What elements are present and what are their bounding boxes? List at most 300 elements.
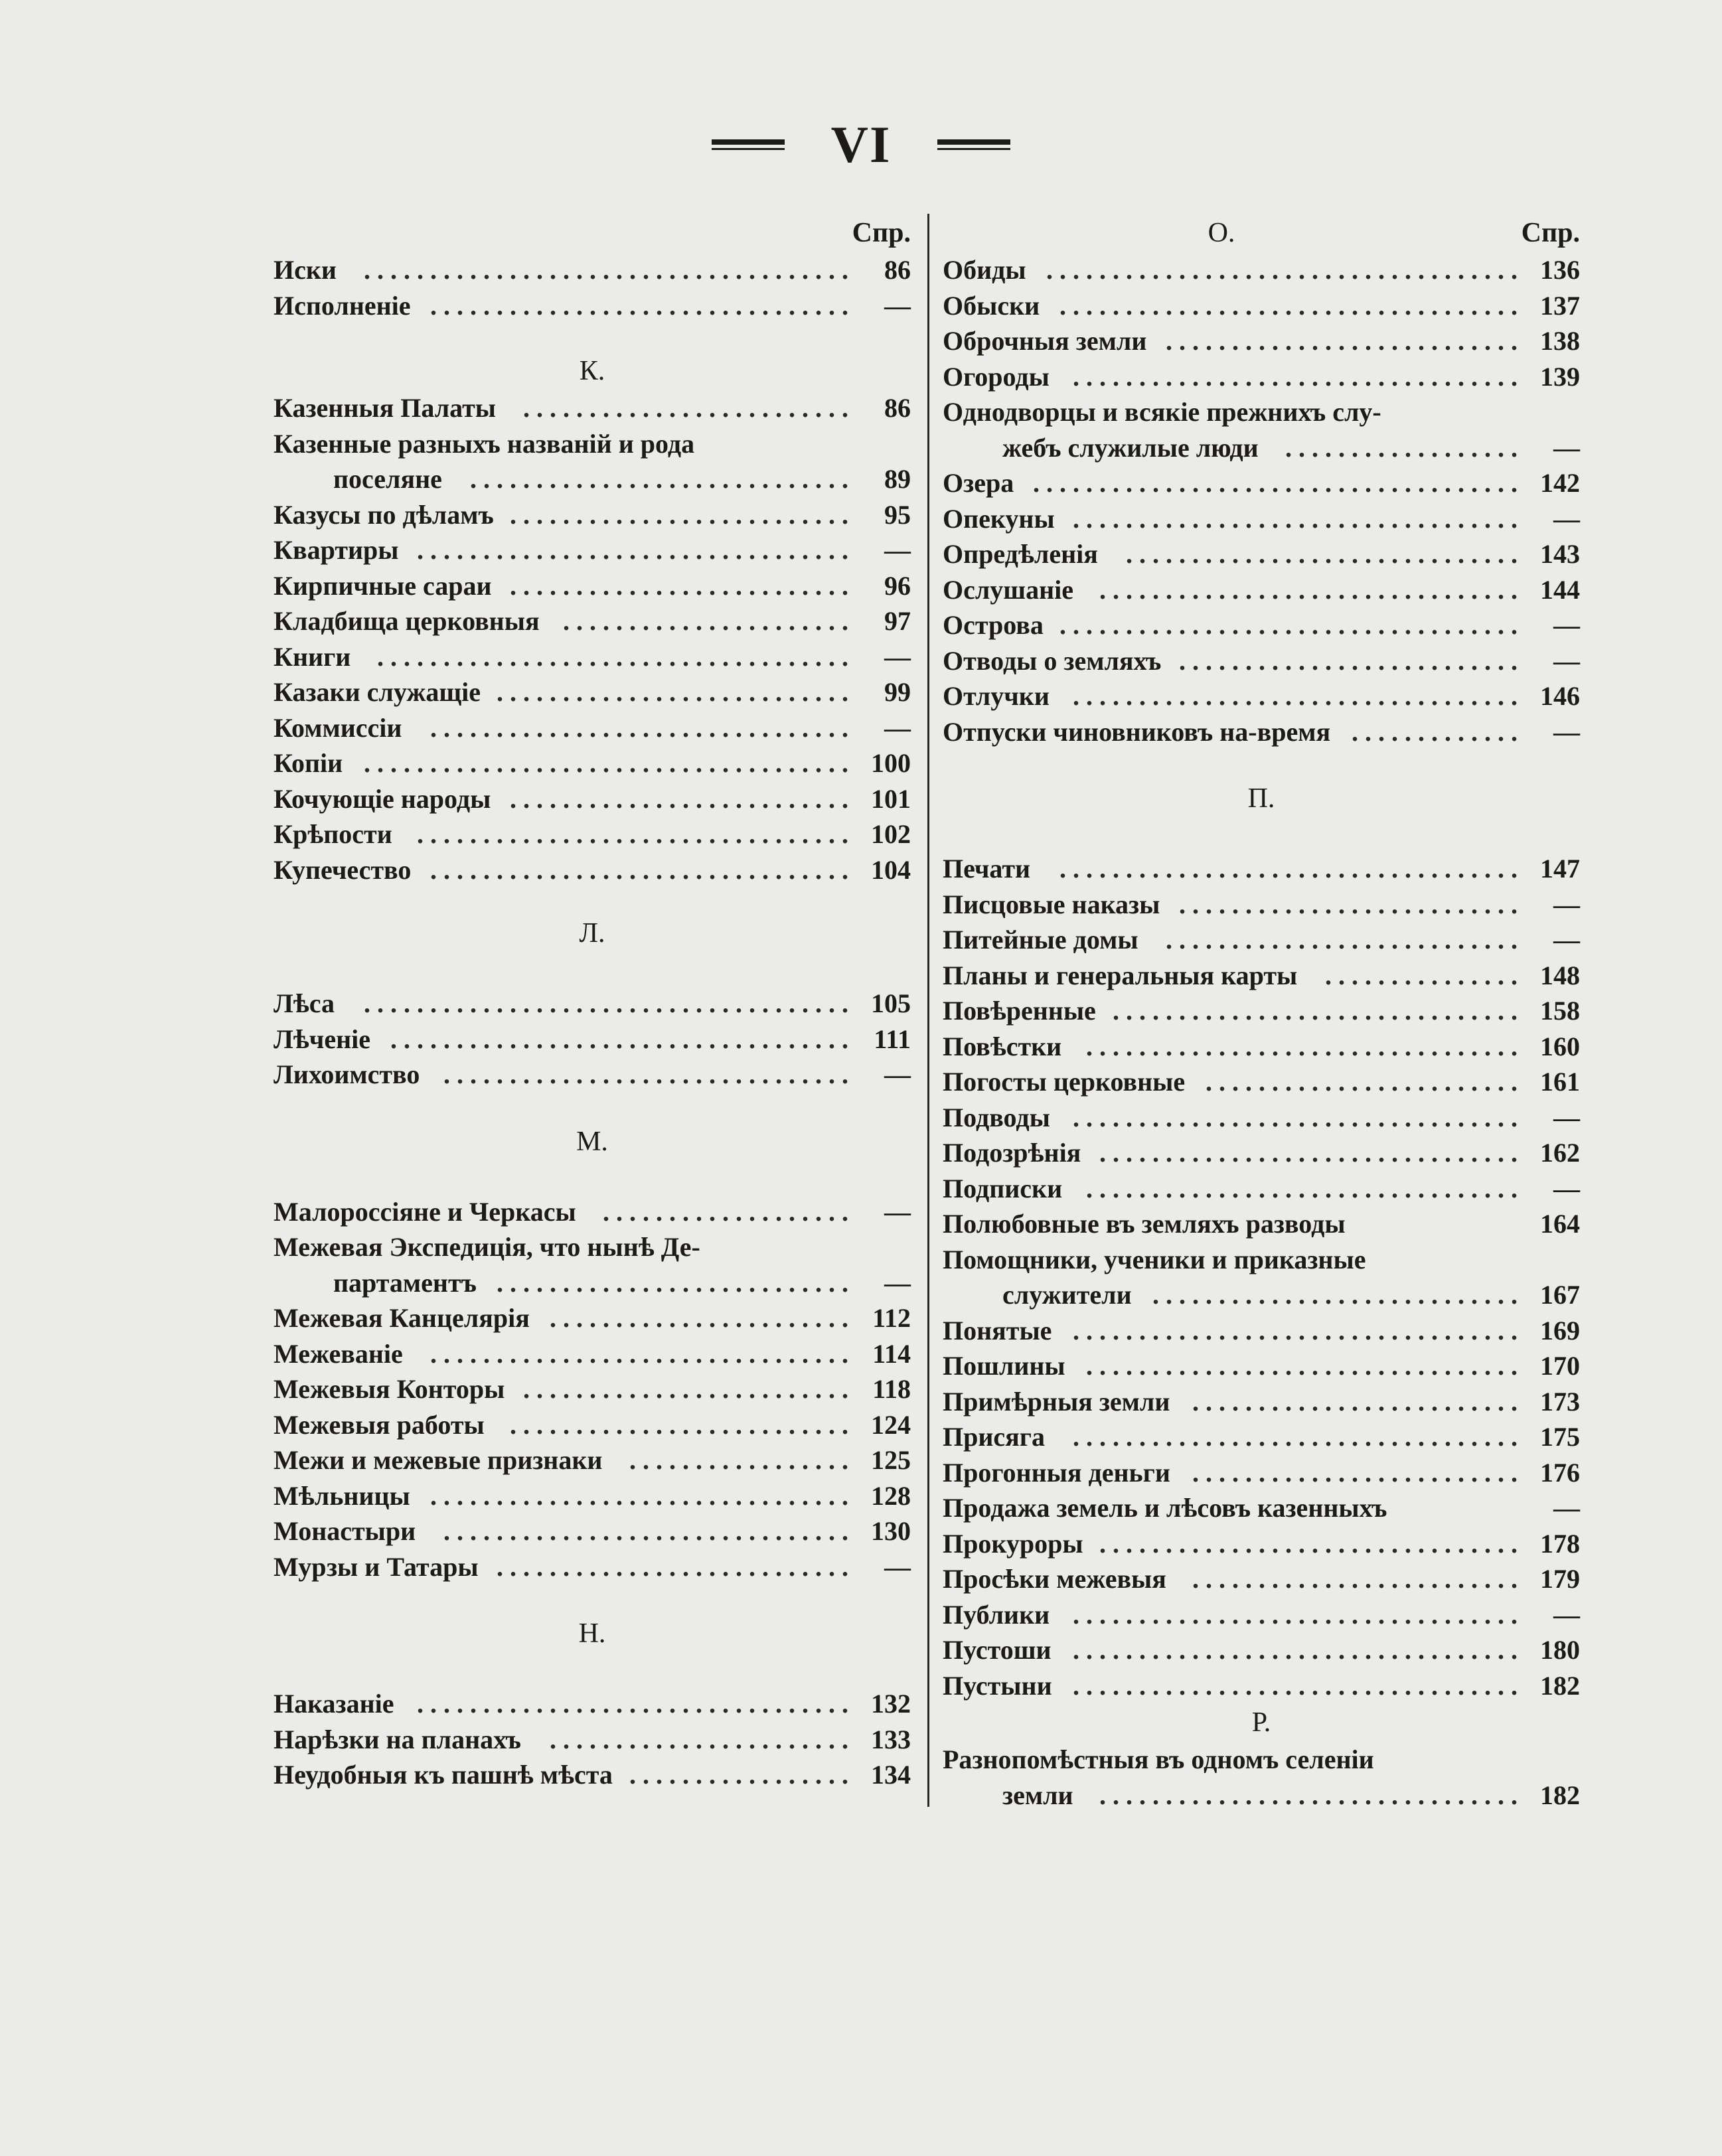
- entry-title: Прокуроры: [943, 1528, 1083, 1559]
- entry-title: Повѣстки: [943, 1031, 1062, 1061]
- entry-page: —: [1553, 1493, 1580, 1523]
- index-entry: [943, 1206, 1580, 1242]
- entry-title: Иски: [274, 255, 337, 285]
- dot-leader: . . . . . . . . . . . . . . . . . . . . . . . . . . . . . . . .: [430, 712, 848, 743]
- page-column-label: Спр.: [1521, 218, 1580, 248]
- dot-leader: . . . . . . . . . . . . . . . . . . . . . . . . . . . . . . . .: [1099, 1780, 1518, 1810]
- entry-page: —: [884, 535, 911, 565]
- entry-page: 182: [1540, 1670, 1580, 1701]
- dot-leader: . . . . . . . . . . . . . . . . . . . . . . . . . . . . . . . . . .: [1073, 1670, 1518, 1701]
- entry-title: Опредѣленія: [943, 539, 1098, 569]
- entry-page: 130: [871, 1516, 911, 1546]
- index-entry: [943, 1490, 1580, 1526]
- dot-leader: . . . . . . . . . . . . . . . . . . . . . . . . .: [523, 1374, 848, 1404]
- entry-title: Межеваніе: [274, 1338, 403, 1369]
- dot-leader: . . . . . . . . . . . . . . . . . . . . . . . . . . . . . . . . . .: [1073, 681, 1518, 711]
- entry-page: —: [1553, 889, 1580, 919]
- right-column: [943, 214, 1580, 1813]
- spacer: [274, 1093, 911, 1122]
- entry-title: Мурзы и Татары: [274, 1551, 479, 1582]
- dot-leader: . . . . . . . . . . . . . . . . . . . . . . . . . . . . . . . . .: [1086, 1351, 1518, 1381]
- dot-leader: . . . . . . . . . . . . . . . . . . . . . . . . . . . . . . . . . .: [1073, 1102, 1518, 1132]
- entry-title: Мѣльницы: [274, 1480, 410, 1511]
- column-divider: [927, 214, 929, 1807]
- index-entry: [274, 1686, 911, 1722]
- index-entry: [943, 1742, 1580, 1778]
- dot-leader: . . . . . . . . . . . . . . . . . . . . . . . . . . . . . . .: [443, 1516, 848, 1546]
- page-number: VI: [830, 116, 892, 174]
- entry-page: —: [884, 1196, 911, 1227]
- entry-title: Отводы о земляхъ: [943, 645, 1162, 676]
- entry-page: 104: [871, 854, 911, 885]
- entry-page: 142: [1540, 468, 1580, 498]
- dot-leader: . . . . . . . . . . . . . . . . . . . . . . . . . .: [1179, 645, 1518, 676]
- index-entry: [943, 607, 1580, 643]
- index-entry: [274, 252, 911, 288]
- entry-title: Повѣренные: [943, 996, 1096, 1026]
- dot-leader: . . . . . . . . . . . . . . . . . . . . . . . . . . . . . . .: [443, 1059, 848, 1089]
- index-entry: [943, 714, 1580, 750]
- index-entry: [943, 1029, 1580, 1065]
- index-entry: [943, 1313, 1580, 1349]
- spacer: [274, 887, 911, 914]
- entry-page: 114: [872, 1338, 911, 1369]
- dot-leader: . . . . . . . . . . . . . . . . . . . . . . . . . .: [510, 1409, 848, 1440]
- dot-leader: . . . . . . . . . . . . . . . . . . . . . . . . . . . . . . . . . . .: [1059, 610, 1518, 640]
- entry-title: Исполненіе: [274, 290, 411, 321]
- index-entry: [943, 1561, 1580, 1597]
- entry-page: 143: [1540, 539, 1580, 569]
- index-entry: [274, 816, 911, 852]
- entry-page: 112: [872, 1303, 911, 1333]
- entry-title: Обиды: [943, 255, 1026, 285]
- dot-leader: . . . . . . . . . . . . . . . . . . . . . . . . . . . . .: [470, 464, 848, 494]
- dot-leader: . . . . . . . . . . . . . . . . . . . . . . . . . . . . . . . . .: [417, 819, 848, 849]
- entry-title: Малороссіяне и Черкасы: [274, 1196, 576, 1227]
- entry-title: Монастыри: [274, 1516, 416, 1546]
- entry-title: Подводы: [943, 1102, 1050, 1132]
- index-entry: [274, 1513, 911, 1549]
- index-entry: [943, 288, 1580, 324]
- index-entry: [943, 1171, 1580, 1207]
- entry-title: Однодворцы и всякіе прежнихъ слу-: [943, 397, 1381, 427]
- index-entry: [274, 1300, 911, 1336]
- dot-leader: . . . . . . . . . . . . . . . . . .: [1285, 432, 1518, 463]
- dot-leader: . . . . . . . . . . . . . . .: [1325, 960, 1518, 990]
- entry-title: Лѣченіе: [274, 1024, 371, 1054]
- entry-page: 111: [874, 1024, 911, 1054]
- index-entry: [274, 461, 911, 497]
- dot-leader: . . . . . . . . . . . . . . . . . . . . . . . . .: [1192, 1386, 1518, 1417]
- index-entry: [943, 887, 1580, 923]
- entry-page: 125: [871, 1445, 911, 1475]
- entry-title: Полюбовные въ земляхъ разводы: [943, 1209, 1346, 1239]
- entry-page: 132: [871, 1689, 911, 1719]
- index-entry: [943, 1277, 1580, 1313]
- index-entry: [274, 1229, 911, 1265]
- dot-leader: . . . . . . . . . . . . . . . . . . . . . . . . . . . . . . . .: [430, 290, 848, 321]
- entry-title: земли: [1002, 1780, 1073, 1810]
- dot-leader: . . . . . . . . . . . . . . . . . . . . . . . . . .: [510, 570, 848, 601]
- entry-title: Кирпичные сараи: [274, 570, 492, 601]
- dot-leader: . . . . . . . . . . . . . . . . . . . . . . .: [550, 1303, 848, 1333]
- page-column-label: Спр.: [852, 218, 911, 248]
- entry-title: Планы и генеральныя карты: [943, 960, 1298, 990]
- dot-leader: . . . . . . . . . . . . . . . . . . . . . . . . . . . . . . .: [1113, 996, 1518, 1026]
- entry-page: 96: [884, 570, 911, 601]
- entry-title: Острова: [943, 610, 1044, 640]
- index-entry: [274, 603, 911, 639]
- entry-page: 89: [884, 464, 911, 494]
- dot-leader: . . . . . . . . . . . . . . . . . . .: [603, 1196, 848, 1227]
- entry-page: —: [1553, 1599, 1580, 1630]
- index-entry: [943, 1135, 1580, 1171]
- entry-title: Крѣпости: [274, 819, 392, 849]
- entry-page: 97: [884, 606, 911, 636]
- dot-leader: . . . . . . . . . . . . . . . . . . . . . . . . .: [1192, 1564, 1518, 1594]
- index-entry: [943, 1384, 1580, 1420]
- entry-page: 176: [1540, 1457, 1580, 1488]
- dot-leader: . . . . . . . . . . . . . . . . . . . . . . . . . . .: [497, 1267, 848, 1298]
- entry-page: 133: [871, 1724, 911, 1754]
- entry-title: Кочующіе народы: [274, 783, 491, 814]
- entry-page: 164: [1540, 1209, 1580, 1239]
- index-entry: [274, 852, 911, 888]
- entry-page: 136: [1540, 255, 1580, 285]
- entry-title: Оброчныя земли: [943, 326, 1147, 356]
- index-entry: [943, 252, 1580, 288]
- entry-title: Просѣки межевыя: [943, 1564, 1166, 1594]
- entry-page: —: [1553, 1102, 1580, 1132]
- entry-page: 162: [1540, 1138, 1580, 1168]
- index-entry: [943, 1064, 1580, 1100]
- dot-leader: . . . . . . . . . . . . . . . . . . . . . . . . . . . . . . . . . . . . .: [1033, 468, 1518, 498]
- entry-title: Нарѣзки на планахъ: [274, 1724, 521, 1754]
- entry-page: 147: [1540, 854, 1580, 884]
- dot-leader: . . . . . . . . . . . . . . . . . . . . . . . . . . . . . . . . . .: [1073, 361, 1518, 392]
- dot-leader: . . . . . . . . . . . . . . . . . . . . . . . . . . . . . . . .: [1099, 574, 1518, 605]
- dot-leader: . . . . . . . . . . . . . . . . . . . . . .: [563, 606, 848, 636]
- index-entry: [943, 1455, 1580, 1491]
- entry-page: 167: [1540, 1280, 1580, 1310]
- entry-page: 101: [871, 783, 911, 814]
- entry-title: Помощники, ученики и приказные: [943, 1244, 1366, 1274]
- entry-page: 137: [1540, 290, 1580, 321]
- section-letter: К.: [579, 356, 605, 386]
- dot-leader: . . . . . . . . . . . . . . . . . . . . . . . . . . . . . . . .: [430, 854, 848, 885]
- index-entry: [274, 426, 911, 462]
- section-letter: Н.: [578, 1618, 606, 1649]
- index-entry: [274, 986, 911, 1022]
- section-letter: М.: [576, 1126, 608, 1157]
- entry-page: 179: [1540, 1564, 1580, 1594]
- entry-title: Подозрѣнія: [943, 1138, 1081, 1168]
- entry-page: 178: [1540, 1528, 1580, 1559]
- section-header-row: [943, 214, 1580, 252]
- page-header: [0, 112, 1722, 178]
- entry-title: поселяне: [333, 464, 442, 494]
- left-column: [274, 214, 911, 1793]
- dot-leader: . . . . . . . . . . . . . . . . . . . . . . . . . . . . . . . . . . . .: [1046, 255, 1518, 285]
- index-entry: [943, 323, 1580, 359]
- dot-leader: . . . . . . . . . . . . . . . . . . . . . . . . . . . . . .: [1126, 539, 1518, 569]
- entry-title: Отпуски чиновниковъ на-время: [943, 716, 1331, 747]
- index-entry: [274, 781, 911, 817]
- dot-leader: . . . . . . . . . . . . . . . . . . . . . . . . . . . . . . . . . .: [1073, 1315, 1518, 1346]
- entry-title: Пустоши: [943, 1635, 1052, 1665]
- index-entry: [943, 1242, 1580, 1278]
- entry-title: Понятые: [943, 1315, 1052, 1346]
- index-entry: [943, 572, 1580, 608]
- entry-title: Погосты церковные: [943, 1067, 1186, 1097]
- index-entry: [943, 643, 1580, 679]
- entry-title: Кладбища церковныя: [274, 606, 540, 636]
- dot-leader: . . . . . . . . . . . . . . . . . . . . . . . . . . . . . . . . . . . . .: [364, 255, 848, 285]
- entry-page: —: [1553, 1173, 1580, 1203]
- entry-title: Неудобныя къ пашнѣ мѣста: [274, 1760, 613, 1790]
- spacer: [274, 953, 911, 986]
- entry-title: служители: [1002, 1280, 1132, 1310]
- dot-leader: . . . . . . . . . . . . . . . . . . . . . . . . . . . . . . . . . .: [1073, 503, 1518, 534]
- dot-leader: . . . . . . . . . . . . . . . . . . . . . . . . . . .: [1166, 326, 1518, 356]
- section-letter: Р.: [1251, 1707, 1271, 1738]
- index-entry: [943, 958, 1580, 994]
- entry-page: 175: [1540, 1422, 1580, 1452]
- dot-leader: . . . . . . . . . . . . . . . . . . . . . . .: [550, 1724, 848, 1754]
- dot-leader: . . . . . . . . . . . . . . . . . . . . . . . . . .: [510, 499, 848, 530]
- entry-title: жебъ служилые люди: [1002, 432, 1259, 463]
- entry-page: 86: [884, 255, 911, 285]
- dot-leader: . . . . . . . . . . . . . . . . . . . . . . . . . . . . . . . .: [1099, 1138, 1518, 1168]
- entry-title: Межевая Экспедиція, что нынѣ Де-: [274, 1232, 700, 1262]
- entry-page: —: [884, 1267, 911, 1298]
- dot-leader: . . . . . . . . . . . . . . . . . . . . . . . . . . . . . . . . .: [1086, 1173, 1518, 1203]
- index-entry: [943, 993, 1580, 1029]
- entry-page: 100: [871, 748, 911, 778]
- dot-leader: . . . . . . . . . . . . . . . . . . . . . . . . . .: [510, 783, 848, 814]
- entry-page: 134: [871, 1760, 911, 1790]
- section-letter: Л.: [579, 918, 605, 949]
- entry-page: —: [1553, 503, 1580, 534]
- spacer: [943, 749, 1580, 779]
- entry-page: 144: [1540, 574, 1580, 605]
- dot-leader: . . . . . . . . . . . . . . . . . . . . . . . . . . . . . . . . . . .: [390, 1024, 848, 1054]
- index-entry: [274, 1022, 911, 1057]
- entry-title: Межевыя Конторы: [274, 1374, 505, 1404]
- entry-title: Межевая Канцелярія: [274, 1303, 530, 1333]
- entry-title: Присяга: [943, 1422, 1045, 1452]
- entry-page: —: [884, 1551, 911, 1582]
- entry-title: Ослушаніе: [943, 574, 1073, 605]
- dot-leader: . . . . . . . . . . . . . . . . . . . . . . . . . . . . . . . .: [1099, 1528, 1518, 1559]
- entry-title: Подписки: [943, 1173, 1063, 1203]
- index-entry: [943, 394, 1580, 430]
- dot-leader: . . . . . . . . . . . . . . . . . . . . . . . . . . .: [497, 1551, 848, 1582]
- dot-leader: . . . . . . . . . . . . . . . . . . . . . . . . . . . . . . . . .: [417, 1689, 848, 1719]
- index-entry: [943, 678, 1580, 714]
- entry-title: Опекуны: [943, 503, 1055, 534]
- index-entry: [943, 430, 1580, 466]
- entry-page: —: [1553, 925, 1580, 955]
- dot-leader: . . . . . . . . . . . . . . . . . . . . . . . . .: [523, 393, 848, 423]
- entry-page: 99: [884, 677, 911, 707]
- index-entry: [274, 1722, 911, 1758]
- entry-title: Межевыя работы: [274, 1409, 485, 1440]
- entry-page: 182: [1540, 1780, 1580, 1810]
- entry-title: Питейные домы: [943, 925, 1138, 955]
- entry-page: —: [884, 641, 911, 672]
- entry-page: —: [1553, 610, 1580, 640]
- entry-title: Писцовые наказы: [943, 889, 1160, 919]
- entry-page: 138: [1540, 326, 1580, 356]
- dot-leader: . . . . . . . . . . . . . . . . . . . . . . . . . . . . . . . .: [430, 1338, 848, 1369]
- entry-page: 124: [871, 1409, 911, 1440]
- entry-title: Примѣрныя земли: [943, 1386, 1170, 1417]
- entry-page: 158: [1540, 996, 1580, 1026]
- entry-title: Огороды: [943, 361, 1050, 392]
- entry-page: —: [1553, 716, 1580, 747]
- index-entry: [274, 1194, 911, 1230]
- entry-page: 160: [1540, 1031, 1580, 1061]
- dot-leader: . . . . . . . . . . . . . . . . .: [629, 1445, 848, 1475]
- index-entry: [943, 501, 1580, 537]
- dot-leader: . . . . . . . . . . . . . . . . . . . . . . . . . . . . . . . . .: [1086, 1031, 1518, 1061]
- entry-page: 146: [1540, 681, 1580, 711]
- entry-title: Казенные разныхъ названій и рода: [274, 428, 695, 459]
- entry-title: Продажа земель и лѣсовъ казенныхъ: [943, 1493, 1387, 1523]
- entry-title: Коммиссіи: [274, 712, 402, 743]
- index-entry: [274, 674, 911, 710]
- dot-leader: . . . . . . . . . . . . . . . . . . . . . . . . . . . . . . . . . . .: [1059, 290, 1518, 321]
- dot-leader: . . . . . . . . . . . . . . . . . . . . . . . .: [1206, 1067, 1518, 1097]
- dot-leader: . . . . . . . . . . . . . . . . . . . . . . . . . . .: [1166, 925, 1518, 955]
- index-entry: [943, 1100, 1580, 1136]
- entry-title: Наказаніе: [274, 1689, 394, 1719]
- dot-leader: . . . . . . . . . . . . . . . . .: [629, 1760, 848, 1790]
- index-entry: [274, 568, 911, 604]
- entry-title: Копіи: [274, 748, 343, 778]
- index-entry: [274, 1407, 911, 1443]
- index-entry: [943, 1526, 1580, 1562]
- index-entry: [943, 1778, 1580, 1813]
- spacer: [274, 1653, 911, 1686]
- index-entry: [274, 1757, 911, 1793]
- entry-title: Межи и межевые признаки: [274, 1445, 603, 1475]
- index-entry: [943, 922, 1580, 958]
- index-entry: [943, 1632, 1580, 1668]
- dot-leader: . . . . . . . . . . . . . . . . . . . . . . . . . . . . . . . . . .: [1073, 1422, 1518, 1452]
- dot-leader: . . . . . . . . . . . . . . . . . . . . . . . . . .: [1179, 889, 1518, 919]
- index-entry: [943, 1348, 1580, 1384]
- entry-page: 139: [1540, 361, 1580, 392]
- entry-title: Разнопомѣстныя въ одномъ селеніи: [943, 1744, 1374, 1774]
- index-entry: [274, 390, 911, 426]
- index-entry: [274, 1442, 911, 1478]
- entry-title: Лѣса: [274, 988, 335, 1018]
- index-entry: [943, 1668, 1580, 1704]
- index-entry: [274, 639, 911, 675]
- entry-page: 95: [884, 499, 911, 530]
- index-entry: [943, 359, 1580, 395]
- entry-title: Казаки служащіе: [274, 677, 481, 707]
- entry-title: Квартиры: [274, 535, 399, 565]
- dot-leader: . . . . . . . . . . . . . . . . . . . . . . . . . . . . . . . . . . . . .: [364, 748, 848, 778]
- section-letter: П.: [1247, 783, 1275, 814]
- index-entry: [274, 288, 911, 324]
- index-entry: [274, 1549, 911, 1585]
- entry-page: 118: [872, 1374, 911, 1404]
- entry-page: 173: [1540, 1386, 1580, 1417]
- entry-page: —: [884, 290, 911, 321]
- dot-leader: . . . . . . . . . . . . . . . . . . . . . . . . . . .: [497, 677, 848, 707]
- double-rule-right: [937, 138, 1010, 151]
- double-rule-left: [712, 138, 785, 151]
- entry-title: Публики: [943, 1599, 1050, 1630]
- spacer: [274, 1584, 911, 1614]
- entry-page: —: [884, 712, 911, 743]
- entry-page: —: [1553, 645, 1580, 676]
- index-entry: [943, 465, 1580, 501]
- dot-leader: . . . . . . . . . . . . . . . . . . . . . . . . . . . . . . . . . . . . .: [364, 988, 848, 1018]
- entry-page: 102: [871, 819, 911, 849]
- entry-page: 170: [1540, 1351, 1580, 1381]
- entry-page: 148: [1540, 960, 1580, 990]
- index-entry: [274, 497, 911, 533]
- index-entry: [943, 1419, 1580, 1455]
- spacer: [943, 818, 1580, 851]
- entry-title: Казенныя Палаты: [274, 393, 497, 423]
- section-letter: О.: [1208, 218, 1235, 248]
- entry-title: Купечество: [274, 854, 412, 885]
- entry-page: 180: [1540, 1635, 1580, 1665]
- entry-title: партаментъ: [333, 1267, 477, 1298]
- entry-title: Прогонныя деньги: [943, 1457, 1170, 1488]
- dot-leader: . . . . . . . . . . . . . . . . . . . . . . . . . . . . . . . . . .: [1073, 1635, 1518, 1665]
- entry-title: Печати: [943, 854, 1031, 884]
- entry-page: 86: [884, 393, 911, 423]
- dot-leader: . . . . . . . . . . . . . . . . . . . . . . . . . . . .: [1152, 1280, 1518, 1310]
- index-entry: [274, 1057, 911, 1093]
- dot-leader: . . . . . . . . . . . . . . . . . . . . . . . . . . . . . . . . . . . .: [377, 641, 848, 672]
- spacer: [274, 1161, 911, 1194]
- index-entry: [274, 1478, 911, 1514]
- entry-title: Книги: [274, 641, 351, 672]
- index-entry: [943, 536, 1580, 572]
- index-entry: [943, 851, 1580, 887]
- entry-title: Озера: [943, 468, 1014, 498]
- index-entry: [274, 710, 911, 746]
- entry-title: Лихоимство: [274, 1059, 420, 1089]
- entry-title: Казусы по дѣламъ: [274, 499, 494, 530]
- spacer: [274, 323, 911, 352]
- index-entry: [943, 1597, 1580, 1633]
- entry-page: 161: [1540, 1067, 1580, 1097]
- index-entry: [274, 1265, 911, 1301]
- dot-leader: . . . . . . . . . . . . . . . . . . . . . . . . . . . . . . . . . . .: [1059, 854, 1518, 884]
- entry-page: 105: [871, 988, 911, 1018]
- index-entry: [274, 745, 911, 781]
- index-entry: [274, 1336, 911, 1372]
- dot-leader: . . . . . . . . . . . . .: [1352, 716, 1518, 747]
- dot-leader: . . . . . . . . . . . . . . . . . . . . . . . . .: [1192, 1457, 1518, 1488]
- entry-title: Пустыни: [943, 1670, 1052, 1701]
- index-entry: [274, 532, 911, 568]
- entry-title: Отлучки: [943, 681, 1050, 711]
- entry-page: 128: [871, 1480, 911, 1511]
- entry-page: 169: [1540, 1315, 1580, 1346]
- index-entry: [274, 1371, 911, 1407]
- entry-title: Пошлины: [943, 1351, 1065, 1381]
